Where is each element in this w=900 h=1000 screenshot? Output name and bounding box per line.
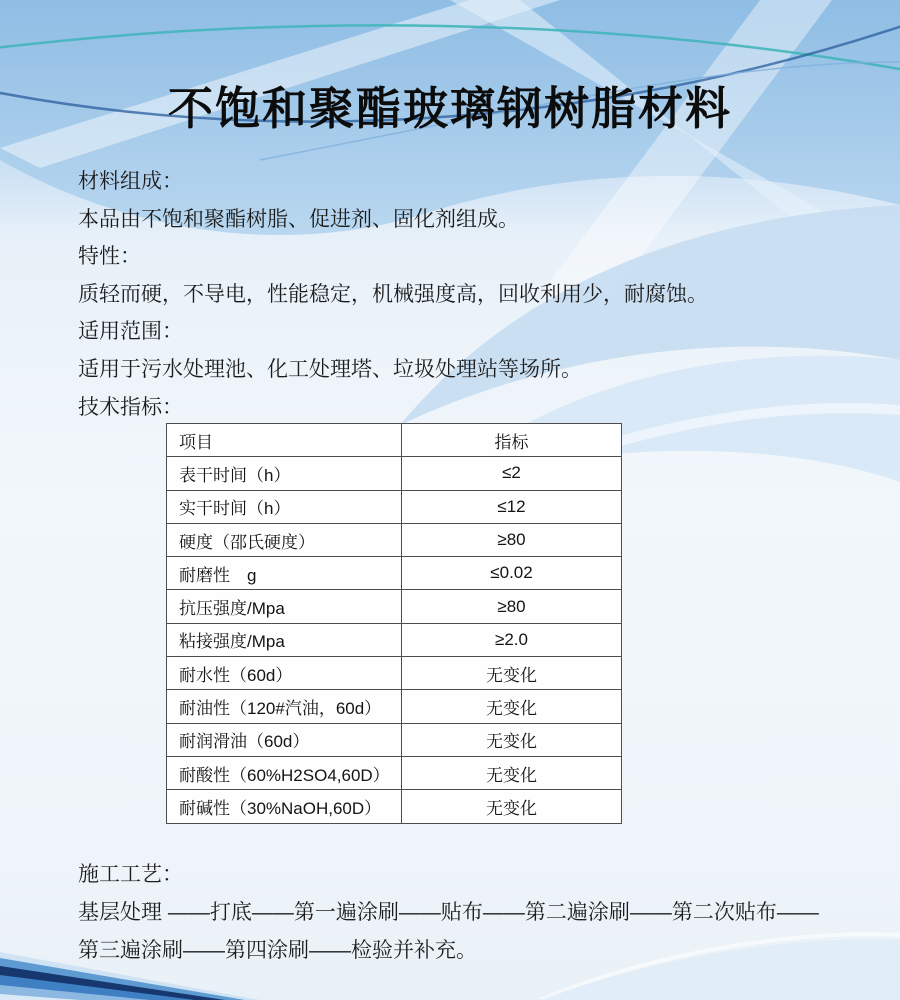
spec-value-cell: ≥2.0 — [402, 623, 622, 656]
technical-specs-table — [166, 423, 622, 824]
spec-name-cell: 耐水性（60d） — [167, 657, 402, 690]
table-header-row — [167, 424, 622, 457]
spec-name-cell: 粘接强度/Mpa — [167, 623, 402, 656]
spec-name-cell: 耐磨性 g — [167, 557, 402, 590]
spec-value-cell: 无变化 — [402, 657, 622, 690]
section-heading-scope: 适用范围： — [78, 320, 183, 344]
spec-name-cell: 耐润滑油（60d） — [167, 723, 402, 756]
column-header-value: 指标 — [402, 424, 622, 457]
section-heading-composition: 材料组成： — [78, 170, 183, 193]
properties-text: 质轻而硬，不导电，性能稳定，机械强度高，回收利用少，耐腐蚀。 — [78, 282, 708, 306]
spec-name-cell: 耐酸性（60%H2SO4,60D） — [167, 756, 402, 789]
table-row — [167, 756, 622, 789]
table-row — [167, 790, 622, 823]
spec-name-cell: 耐碱性（30%NaOH,60D） — [167, 790, 402, 823]
table-row — [167, 657, 622, 690]
spec-value-cell: ≥80 — [402, 523, 622, 556]
spec-name-cell: 实干时间（h） — [167, 490, 402, 523]
spec-value-cell: 无变化 — [402, 690, 622, 723]
table-row — [167, 523, 622, 556]
section-heading-process: 施工工艺： — [78, 863, 183, 886]
construction-process — [78, 856, 878, 970]
intro-text — [78, 163, 838, 426]
spec-value-cell: 无变化 — [402, 756, 622, 789]
spec-name-cell: 耐油性（120#汽油，60d） — [167, 690, 402, 723]
spec-name-cell: 硬度（邵氏硬度） — [167, 523, 402, 556]
spec-value-cell: 无变化 — [402, 723, 622, 756]
page-title: 不饱和聚酯玻璃钢树脂材料 — [167, 83, 732, 134]
table-row — [167, 490, 622, 523]
table-row — [167, 590, 622, 623]
spec-value-cell: ≥80 — [402, 590, 622, 623]
process-steps-line-2: 第三遍涂刷——第四涂刷——检验并补充。 — [78, 939, 477, 962]
section-heading-specs: 技术指标： — [78, 395, 183, 419]
spec-value-cell: ≤0.02 — [402, 557, 622, 590]
spec-value-cell: 无变化 — [402, 790, 622, 823]
column-header-item: 项目 — [167, 424, 402, 457]
spec-name-cell: 抗压强度/Mpa — [167, 590, 402, 623]
spec-value-cell: ≤12 — [402, 490, 622, 523]
spec-value-cell: ≤2 — [402, 457, 622, 490]
table-row — [167, 690, 622, 723]
composition-text: 本品由不饱和聚酯树脂、促进剂、固化剂组成。 — [78, 207, 519, 231]
table-row — [167, 623, 622, 656]
spec-name-cell: 表干时间（h） — [167, 457, 402, 490]
table-row — [167, 457, 622, 490]
process-steps-line-1: 基层处理 ——打底——第一遍涂刷——贴布——第二遍涂刷——第二次贴布—— — [78, 901, 819, 924]
table-row — [167, 557, 622, 590]
section-heading-properties: 特性： — [78, 245, 141, 269]
table-row — [167, 723, 622, 756]
scope-text: 适用于污水处理池、化工处理塔、垃圾处理站等场所。 — [78, 357, 582, 381]
